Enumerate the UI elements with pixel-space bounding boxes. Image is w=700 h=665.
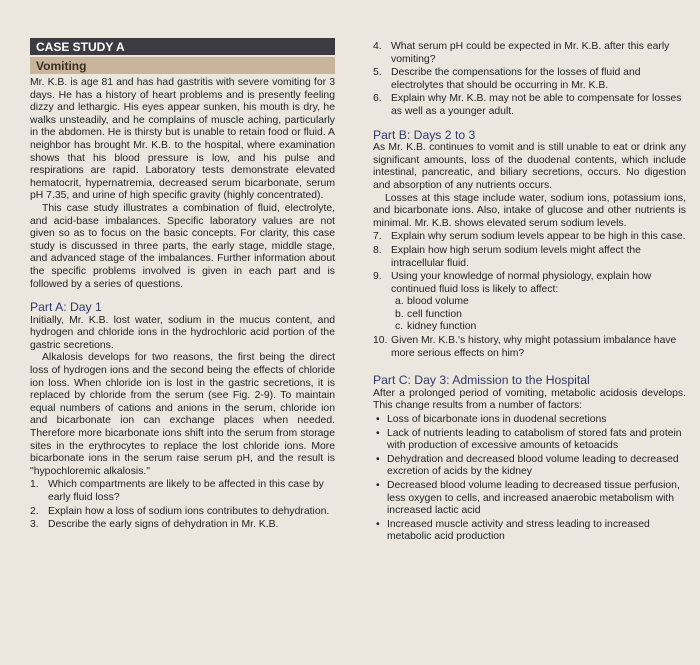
question-subitem: [373, 309, 686, 322]
list-item-text: Lack of nutrients leading to catabolism of stored fats and protein with production of excessive amounts of ketoacids: [387, 427, 682, 452]
list-item: [373, 428, 686, 453]
list-item: [373, 414, 686, 427]
question-text: Which compartments are likely to be affected in this case by early fluid loss?: [48, 479, 324, 503]
question-number: 6.: [373, 93, 382, 105]
question-text: Given Mr. K.B.'s history, why might potassium imbalance have more serious effects on him?: [391, 335, 677, 359]
left-column: [30, 38, 335, 532]
question-item: [30, 506, 335, 519]
question-subitem: [373, 321, 686, 334]
case-intro-2: This case study illustrates a combination of fluid, electrolyte, and acid-base imbalances. Specific laboratory values are not given so as to focus on the basic concepts. For clarity, this case study is discussed in three parts, the early stage, middle stage, and advanced stage of the imbalances. Further information about the specific problems involved is given in each part and is followed by a series of questions.: [30, 202, 335, 290]
bullet-icon: •: [376, 518, 380, 530]
part-a-title: Part A: Day 1: [30, 300, 102, 315]
question-number: 7.: [373, 231, 382, 243]
list-item-text: Decreased blood volume leading to decreased tissue perfusion, less oxygen to cells, and increased anaerobic metabolism with increased lactic acid: [387, 480, 680, 517]
list-item: [373, 519, 686, 544]
part-b-para-1: As Mr. K.B. continues to vomit and is still unable to eat or drink any significant amounts, loss of the duodenal contents, which include intestinal, pancreatic, and biliary secretions, occurs. No digestion and absorption of any nutrients occurs.: [373, 142, 686, 191]
question-number: 4.: [373, 41, 382, 52]
right-column: [373, 40, 686, 544]
question-number: 2.: [30, 505, 39, 517]
question-item: [373, 245, 686, 270]
question-number: 1.: [30, 479, 39, 491]
bullet-icon: •: [376, 414, 380, 426]
question-text: Describe the early signs of dehydration in Mr. K.B.: [48, 519, 279, 531]
question-item: [30, 479, 335, 504]
subitem-text: blood volume: [407, 296, 469, 308]
subitem-letter: c.: [395, 321, 404, 333]
part-b-title: Part B: Days 2 to 3: [373, 127, 476, 142]
part-b-para-2: Losses at this stage include water, sodium ions, potassium ions, and bicarbonate ions. Also, intake of glucose and other nutrients is minimal. Mr. K.B. shows elevated serum sodium levels.: [373, 192, 686, 229]
subitem-text: kidney function: [407, 321, 477, 333]
part-c-title: Part C: Day 3: Admission to the Hospital: [373, 373, 590, 388]
question-item: [373, 41, 686, 66]
question-text: Using your knowledge of normal physiology, explain how continued fluid loss is likely to affect:: [391, 271, 652, 295]
subitem-letter: b.: [395, 308, 404, 320]
bullet-icon: •: [376, 480, 380, 491]
question-number: 8.: [373, 244, 382, 256]
question-number: 5.: [373, 67, 382, 79]
list-item-text: Loss of bicarbonate ions in duodenal secretions: [387, 414, 607, 426]
question-number: 10.: [373, 335, 388, 347]
question-item: [30, 519, 335, 532]
question-text: Explain how a loss of sodium ions contributes to dehydration.: [48, 505, 330, 517]
question-text: Describe the compensations for the losses of fluid and electrolytes that should be occurring in Mr. K.B.: [391, 67, 641, 91]
question-item: [373, 93, 686, 118]
list-item-text: Increased muscle activity and stress leading to increased metabolic acid production: [387, 518, 650, 543]
part-a-para-2: Alkalosis develops for two reasons, the first being the direct loss of hydrogen ions and the second being the effects of chloride ion loss. When chloride ion is lost in the gastric secretions, it is replaced by chloride from the serum (see Fig. 2-9). To maintain equal numbers of cations and anions in the serum, chloride ion and bicarbonate ion can exchange places when needed. Therefore more bicarbonate ions shift into the serum from storage sites in the erythrocytes to replace the lost chloride ions. More bicarbonate ions in the serum raise serum pH, and the result is "hypochloremic alkalosis.": [30, 352, 335, 477]
question-subitem: [373, 296, 686, 309]
question-text: Explain why Mr. K.B. may not be able to compensate for losses as well as a younger adult.: [391, 93, 682, 117]
list-item: [373, 480, 686, 518]
question-item: [373, 271, 686, 296]
part-c-intro: After a prolonged period of vomiting, metabolic acidosis develops. This change results from a number of factors:: [373, 387, 686, 412]
question-text: What serum pH could be expected in Mr. K.B. after this early vomiting?: [391, 41, 670, 65]
case-intro: Mr. K.B. is age 81 and has had gastritis with severe vomiting for 3 days. He has a history of heart problems and is presently feeling dizzy and lethargic. His eyes appear sunken, his mouth is dry, he walks unsteadily, and he complains of muscle aching, particularly in the abdomen. He is thirsty but is unable to retain food or fluid. A neighbor has brought Mr. K.B. to the hospital, where examination shows that his blood pressure is low, and his pulse and respirations are rapid. Laboratory tests demonstrate elevated hematocrit, hypernatremia, decreased serum bicarbonate, serum pH 7.35, and urine of high specific gravity (highly concentrated).: [30, 77, 335, 202]
question-item: [373, 231, 686, 244]
list-item: [373, 454, 686, 479]
list-item-text: Dehydration and decreased blood volume leading to decreased excretion of acids by the kidney: [387, 453, 679, 478]
question-item: [373, 335, 686, 360]
question-text: Explain how high serum sodium levels might affect the intracellular fluid.: [391, 244, 641, 269]
case-study-banner: CASE STUDY A: [30, 38, 335, 55]
subitem-letter: a.: [395, 296, 404, 308]
question-number: 9.: [373, 271, 382, 283]
question-number: 3.: [30, 519, 39, 531]
case-study-subtitle: Vomiting: [30, 57, 335, 74]
part-a-para-1: Initially, Mr. K.B. lost water, sodium in the mucus content, and hydrogen and chloride ions in the hydrochloric acid portion of the gastric secretions.: [30, 314, 335, 351]
bullet-icon: •: [376, 453, 380, 465]
bullet-icon: •: [376, 427, 380, 439]
question-text: Explain why serum sodium levels appear to be high in this case.: [391, 231, 686, 243]
question-item: [373, 67, 686, 92]
subitem-text: cell function: [407, 308, 462, 320]
